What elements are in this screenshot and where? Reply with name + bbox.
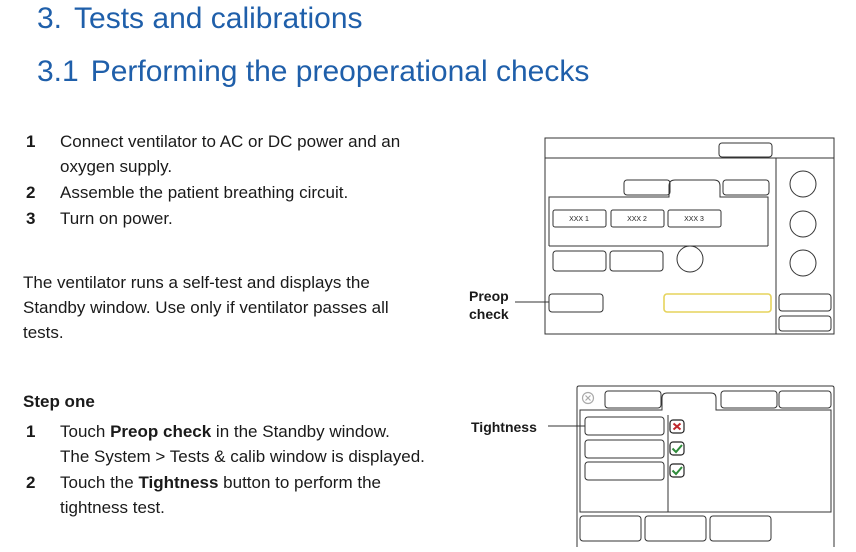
- tab-other-2[interactable]: [779, 391, 831, 408]
- mode-label-1: XXX 1: [569, 216, 589, 223]
- pass-icon: [670, 442, 684, 455]
- mode-label-2: XXX 2: [627, 216, 647, 223]
- highlight-button[interactable]: [664, 294, 771, 312]
- chapter-number: 3.: [37, 2, 63, 35]
- step-one-item: 1 Touch Preop check in the Standby window. The System > Tests & calib window is displayed.: [26, 419, 425, 469]
- side-button-2[interactable]: [779, 316, 831, 331]
- preop-check-button[interactable]: [549, 294, 603, 312]
- tab-panel: [549, 180, 768, 246]
- tightness-callout: Tightness: [471, 419, 537, 435]
- mode-label-3: XXX 3: [684, 216, 704, 223]
- close-icon[interactable]: [583, 393, 594, 404]
- standby-screen-frame: [545, 138, 834, 334]
- top-button[interactable]: [719, 143, 772, 157]
- tab-left[interactable]: [624, 180, 670, 195]
- section-number: 3.1: [37, 55, 79, 88]
- pass-icon: [670, 464, 684, 477]
- tests-calib-figure: [548, 386, 834, 547]
- test-button-3[interactable]: [585, 462, 664, 480]
- step-text: Turn on power.: [60, 209, 173, 228]
- fail-icon: [670, 420, 684, 433]
- bottom-button-1[interactable]: [580, 516, 641, 541]
- tab-other-1[interactable]: [721, 391, 777, 408]
- selftest-paragraph: The ventilator runs a self-test and displays the Standby window. Use only if ventilator passes all tests.: [23, 273, 389, 342]
- chapter-title: Tests and calibrations: [74, 2, 363, 35]
- side-button-1[interactable]: [779, 294, 831, 311]
- step-one-heading: Step one: [23, 392, 95, 411]
- preop-check-callout: Preop check: [469, 288, 509, 322]
- step-number: 1: [26, 422, 36, 441]
- step-text: Connect ventilator to AC or DC power and an: [60, 132, 401, 151]
- tab-system[interactable]: [605, 391, 661, 408]
- test-button-2[interactable]: [585, 440, 664, 458]
- step-text: oxygen supply.: [60, 157, 173, 176]
- tests-panel: [580, 393, 831, 512]
- bottom-button-2[interactable]: [645, 516, 706, 541]
- tightness-term: Tightness: [138, 473, 219, 492]
- step-number: 2: [26, 473, 36, 492]
- knob-3[interactable]: [790, 250, 816, 276]
- knob-2[interactable]: [790, 211, 816, 237]
- section-title: Performing the preoperational checks: [90, 55, 590, 88]
- setting-button-2[interactable]: [610, 251, 663, 271]
- bottom-button-3[interactable]: [710, 516, 771, 541]
- step-text: Assemble the patient breathing circuit.: [60, 183, 349, 202]
- knob-1[interactable]: [790, 171, 816, 197]
- step-number: 1: [26, 132, 36, 151]
- step-one-item: 2 Touch the Tightness button to perform the tightness test.: [26, 470, 381, 520]
- tightness-button[interactable]: [585, 417, 664, 435]
- step-number: 3: [26, 209, 36, 228]
- preop-check-term: Preop check: [110, 422, 212, 441]
- setting-knob[interactable]: [677, 246, 703, 272]
- step-number: 2: [26, 183, 36, 202]
- standby-window-figure: [515, 138, 834, 334]
- tab-right[interactable]: [723, 180, 769, 195]
- setting-button-1[interactable]: [553, 251, 606, 271]
